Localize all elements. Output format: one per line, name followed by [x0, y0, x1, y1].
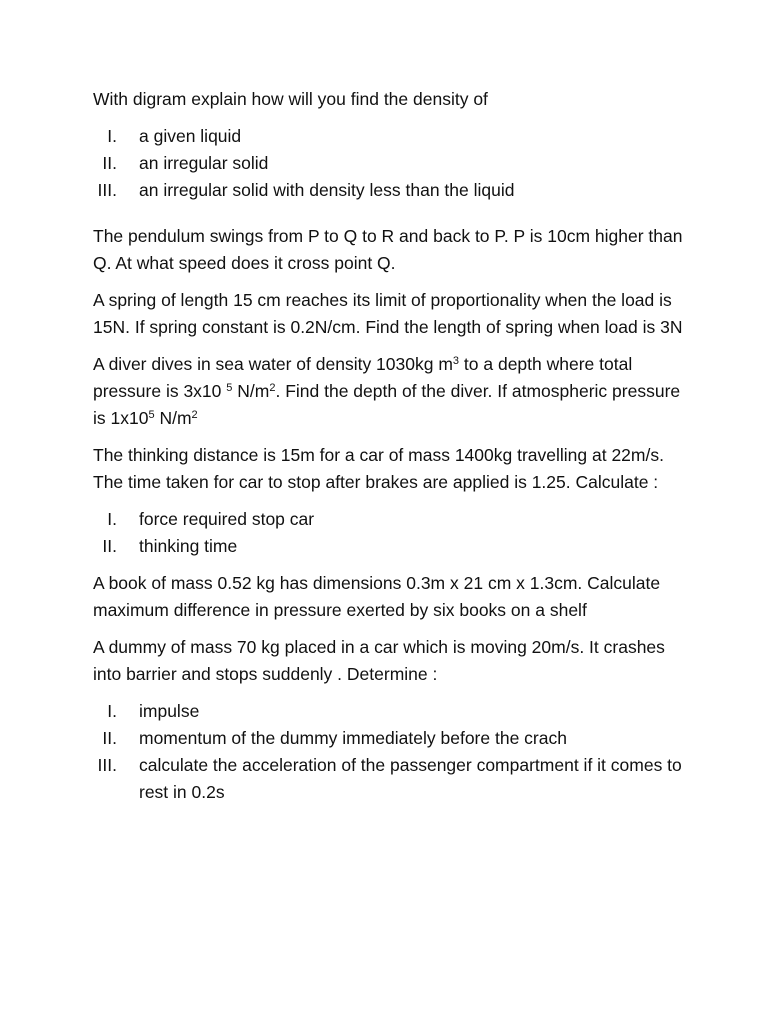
- question-1-intro: With digram explain how will you find the density of: [93, 89, 488, 109]
- question-7-list: [93, 698, 693, 806]
- item-text: an irregular solid: [139, 153, 269, 173]
- item-number: II.: [102, 728, 117, 748]
- document-page: [93, 86, 693, 816]
- question-6: A book of mass 0.52 kg has dimensions 0.3m x 21 cm x 1.3cm. Calculate maximum difference in pressure exerted by six books on a shelf: [93, 573, 661, 620]
- list-item: [93, 752, 693, 806]
- item-text: an irregular solid with density less than the liquid: [139, 180, 515, 200]
- item-text: thinking time: [139, 536, 238, 556]
- question-4: [93, 351, 693, 432]
- item-number: I.: [107, 701, 117, 721]
- item-number: III.: [97, 180, 117, 200]
- item-text: momentum of the dummy immediately before the crach: [139, 728, 567, 748]
- question-3: A spring of length 15 cm reaches its limit of proportionality when the load is 15N. If spring constant is 0.2N/cm. Find the length of spring when load is 3N: [93, 290, 683, 337]
- item-number: II.: [102, 536, 117, 556]
- q4-superscript: 5: [226, 382, 233, 394]
- question-5-list: [93, 506, 693, 560]
- question-1-list: [93, 123, 693, 204]
- q4-text: to a depth where total pressure is 3x10: [93, 354, 633, 401]
- q4-superscript: 2: [269, 382, 276, 394]
- list-item: [93, 533, 693, 560]
- list-item: [93, 150, 693, 177]
- item-text: a given liquid: [139, 126, 242, 146]
- list-item: [93, 123, 693, 150]
- q4-text: N/m: [154, 408, 192, 428]
- list-item: [93, 698, 693, 725]
- item-text: force required stop car: [139, 509, 315, 529]
- question-2: The pendulum swings from P to Q to R and back to P. P is 10cm higher than Q. At what speed does it cross point Q.: [93, 226, 683, 273]
- item-number: II.: [102, 153, 117, 173]
- q4-text: . Find the depth of the diver. If atmospheric pressure is 1x10: [93, 381, 681, 428]
- item-text: impulse: [139, 701, 200, 721]
- item-number: III.: [97, 755, 117, 775]
- list-item: [93, 177, 693, 204]
- item-number: I.: [107, 509, 117, 529]
- q4-text: N/m: [232, 381, 270, 401]
- item-number: I.: [107, 126, 117, 146]
- question-7-intro: A dummy of mass 70 kg placed in a car which is moving 20m/s. It crashes into barrier and stops suddenly . Determine :: [93, 637, 665, 684]
- question-5-intro: The thinking distance is 15m for a car of mass 1400kg travelling at 22m/s. The time taken for car to stop after brakes are applied is 1.25. Calculate :: [93, 445, 664, 492]
- list-item: [93, 506, 693, 533]
- q4-superscript: 3: [452, 355, 460, 367]
- q4-text: A diver dives in sea water of density 1030kg m: [93, 354, 453, 374]
- q4-superscript: 5: [148, 409, 155, 421]
- list-item: [93, 725, 693, 752]
- q4-superscript: 2: [191, 409, 198, 421]
- item-text: calculate the acceleration of the passenger compartment if it comes to rest in 0.2s: [139, 755, 682, 802]
